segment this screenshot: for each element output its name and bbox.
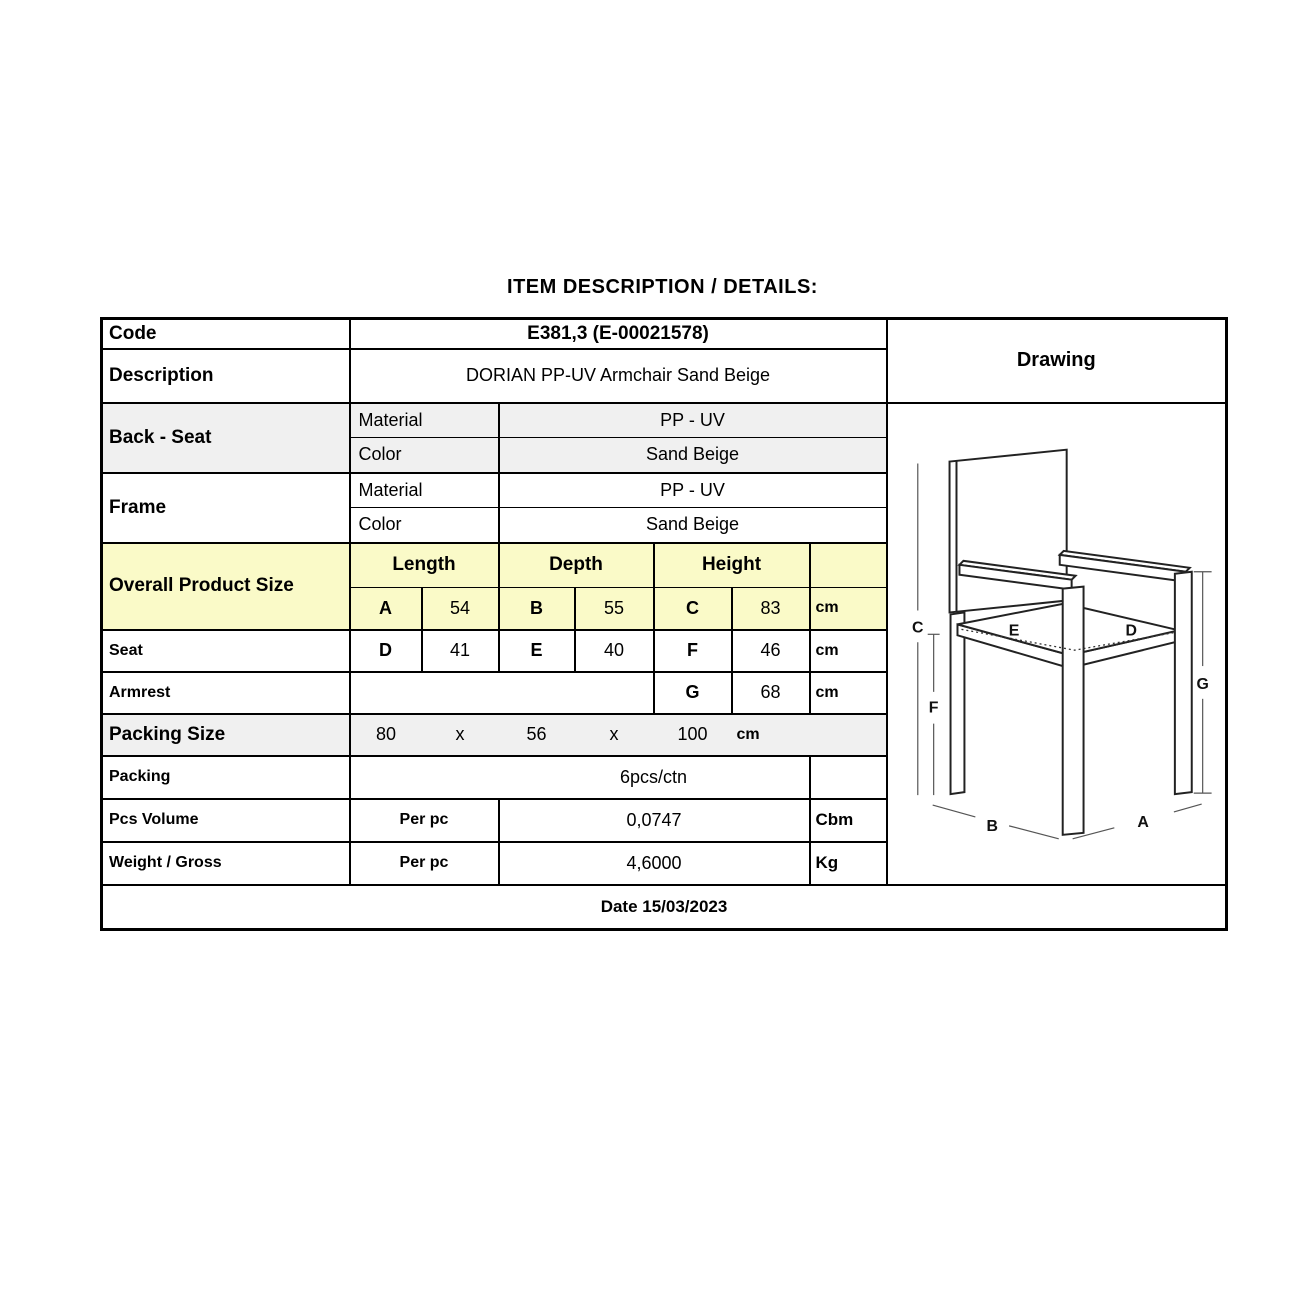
chair-front-right-leg	[1174, 571, 1191, 793]
size-a-key: A	[350, 588, 422, 630]
dim-line-b	[932, 805, 975, 817]
pcs-volume-label: Pcs Volume	[102, 799, 350, 842]
packing-size-label: Packing Size	[102, 714, 350, 756]
seat-d-key: D	[350, 630, 422, 672]
seat-e-value: 40	[575, 630, 654, 672]
packing-empty-left	[350, 756, 499, 799]
packing-size-length: 80	[350, 714, 422, 756]
size-b-value: 55	[575, 588, 654, 630]
back-seat-color-label: Color	[350, 438, 499, 473]
length-header: Length	[350, 543, 499, 588]
seat-f-value: 46	[732, 630, 810, 672]
armrest-g-value: 68	[732, 672, 810, 714]
overall-size-label: Overall Product Size	[102, 543, 350, 630]
pcs-volume-unit: Cbm	[810, 799, 887, 842]
packing-size-unit: cm	[732, 714, 810, 756]
frame-material-label: Material	[350, 473, 499, 508]
packing-size-x2: x	[575, 714, 654, 756]
size-c-value: 83	[732, 588, 810, 630]
packing-size-x1: x	[422, 714, 499, 756]
dim-line-a2	[1173, 804, 1201, 812]
row-back-seat-material	[102, 403, 1227, 438]
code-value: E381,3 (E-00021578)	[350, 319, 887, 349]
description-value: DORIAN PP-UV Armchair Sand Beige	[350, 349, 887, 403]
back-seat-material-value: PP - UV	[499, 403, 887, 438]
armrest-g-key: G	[654, 672, 732, 714]
armrest-label: Armrest	[102, 672, 350, 714]
code-label: Code	[102, 319, 350, 349]
weight-gross-value: 4,6000	[499, 842, 810, 885]
dim-label-g: G	[1196, 675, 1209, 693]
dim-label-c: C	[911, 618, 924, 636]
back-seat-color-value: Sand Beige	[499, 438, 887, 473]
size-b-key: B	[499, 588, 575, 630]
page-title: ITEM DESCRIPTION / DETAILS:	[507, 276, 818, 298]
chair-backrest	[949, 449, 1066, 612]
row-code	[102, 319, 1227, 349]
frame-color-value: Sand Beige	[499, 508, 887, 543]
seat-e-key: E	[499, 630, 575, 672]
weight-gross-label: Weight / Gross	[102, 842, 350, 885]
chair-drawing-cell	[887, 403, 1227, 885]
date-value: Date 15/03/2023	[102, 885, 1227, 930]
seat-label: Seat	[102, 630, 350, 672]
packing-size-empty	[810, 714, 887, 756]
pcs-volume-value: 0,0747	[499, 799, 810, 842]
dim-label-e: E	[1008, 621, 1019, 639]
seat-d-value: 41	[422, 630, 499, 672]
pcs-volume-per: Per pc	[350, 799, 499, 842]
back-seat-material-label: Material	[350, 403, 499, 438]
chair-drawing	[888, 404, 1226, 882]
armrest-empty	[350, 672, 654, 714]
spec-table	[100, 317, 1228, 931]
packing-size-width: 56	[499, 714, 575, 756]
size-a-value: 54	[422, 588, 499, 630]
back-seat-label: Back - Seat	[102, 403, 350, 473]
packing-size-height: 100	[654, 714, 732, 756]
packing-value: 6pcs/ctn	[499, 756, 810, 799]
weight-gross-unit: Kg	[810, 842, 887, 885]
height-header: Height	[654, 543, 810, 588]
packing-empty-right	[810, 756, 887, 799]
frame-color-label: Color	[350, 508, 499, 543]
size-header-empty	[810, 543, 887, 588]
dim-line-b2	[1009, 825, 1059, 838]
dim-label-f: F	[928, 699, 939, 717]
seat-f-key: F	[654, 630, 732, 672]
chair-front-left-leg	[1062, 586, 1083, 834]
dim-label-b: B	[986, 817, 998, 835]
armrest-unit: cm	[810, 672, 887, 714]
depth-header: Depth	[499, 543, 654, 588]
size-c-key: C	[654, 588, 732, 630]
frame-label: Frame	[102, 473, 350, 543]
packing-label: Packing	[102, 756, 350, 799]
seat-unit: cm	[810, 630, 887, 672]
row-date	[102, 885, 1227, 930]
dim-label-a: A	[1136, 813, 1149, 831]
dim-label-d: D	[1125, 621, 1137, 639]
description-label: Description	[102, 349, 350, 403]
size-unit: cm	[810, 588, 887, 630]
weight-gross-per: Per pc	[350, 842, 499, 885]
frame-material-value: PP - UV	[499, 473, 887, 508]
chair-back-left-leg	[950, 612, 964, 794]
drawing-header: Drawing	[887, 319, 1227, 403]
chair-wireframe	[949, 449, 1191, 834]
